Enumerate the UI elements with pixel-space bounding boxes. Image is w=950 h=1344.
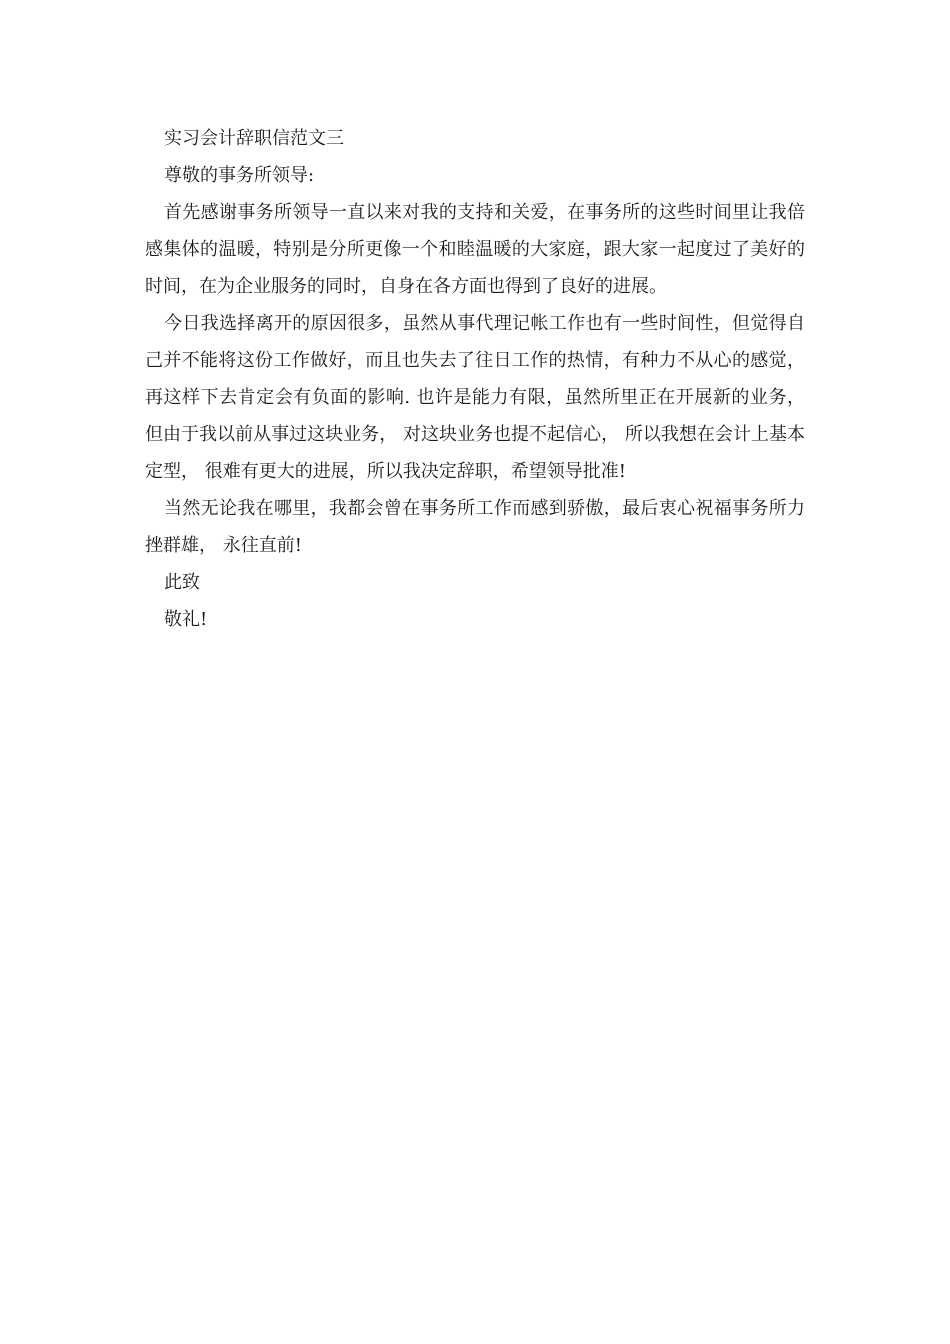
- letter-salutation: 尊敬的事务所领导:: [164, 165, 315, 186]
- letter-title: 实习会计辞职信范文三: [164, 128, 344, 149]
- letter-body: [145, 120, 805, 638]
- letter-closing: 此致: [164, 572, 200, 593]
- letter-paragraph-2: 今日我选择离开的原因很多，虽然从事代理记帐工作也有一些时间性，但觉得自己并不能将这份工作做好，而且也失去了往日工作的热情，有种力不从心的感觉，再这样下去肯定会有负面的影响. 也许是能力有限，虽然所里正在开展新的业务， 但由于我以前从事过这块业务， 对这块业务也提不起信心， 所以我想在会计上基本定型， 很难有更大的进展，所以我决定辞职，希望领导批准!: [145, 313, 805, 482]
- letter-regards: 敬礼!: [164, 609, 208, 630]
- letter-paragraph-1: 首先感谢事务所领导一直以来对我的支持和关爱，在事务所的这些时间里让我倍感集体的温暖，特别是分所更像一个和睦温暖的大家庭，跟大家一起度过了美好的时间，在为企业服务的同时，自身在各方面也得到了良好的进展。: [145, 202, 805, 297]
- letter-paragraph-3: 当然无论我在哪里，我都会曾在事务所工作而感到骄傲，最后衷心祝福事务所力挫群雄， 永往直前!: [145, 498, 805, 556]
